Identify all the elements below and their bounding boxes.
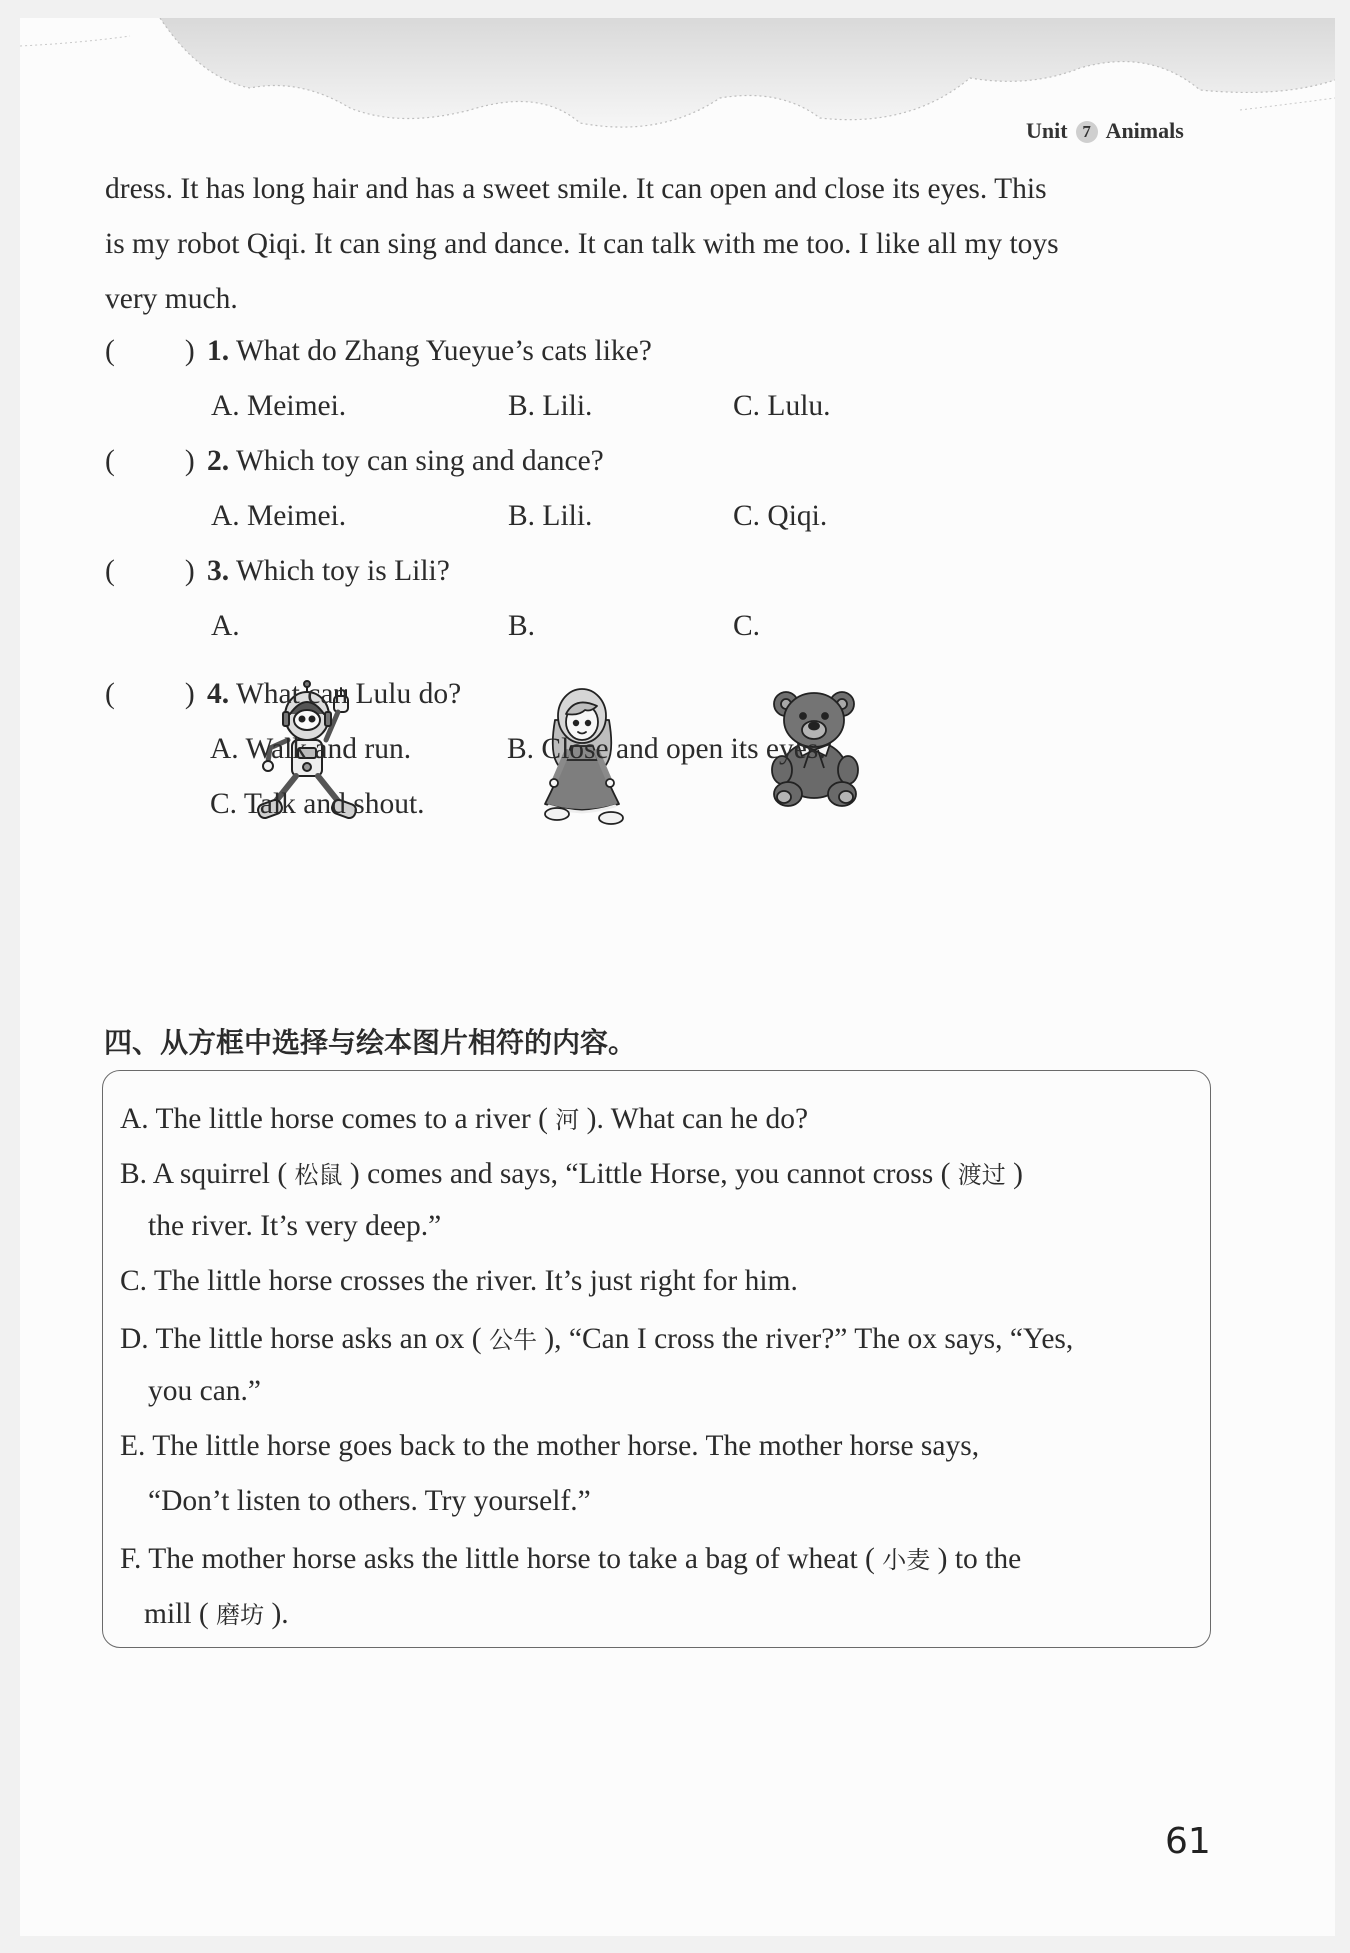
passage-line: is my robot Qiqi. It can sing and dance. It can talk with me too. I like all my toys	[105, 228, 1059, 260]
option-a: A. Meimei.	[211, 390, 347, 422]
story-option-e: E. The little horse goes back to the mother horse. The mother horse says,	[120, 1430, 980, 1462]
question-text: Which toy is Lili?	[235, 555, 450, 587]
story-text: ), “Can I cross the river?” The ox says, “Yes,	[536, 1323, 1074, 1355]
option-b: B. Lili.	[508, 500, 593, 532]
option-c: C.	[733, 610, 761, 642]
answer-bracket[interactable]: ( )	[105, 335, 195, 367]
passage-line: very much.	[105, 283, 238, 315]
question-number: 2.	[207, 445, 230, 477]
question-text: What can Lulu do?	[235, 678, 462, 710]
passage-line: dress. It has long hair and has a sweet smile. It can open and close its eyes. This	[105, 173, 1047, 205]
story-text: F. The mother horse asks the little horse to take a bag of wheat (	[120, 1543, 883, 1575]
option-c: C. Lulu.	[733, 390, 831, 422]
story-text: )	[1005, 1158, 1023, 1190]
chinese-gloss: 松鼠	[294, 1161, 343, 1189]
option-b: B. Close and open its eyes.	[507, 733, 826, 765]
story-text: ). What can he do?	[579, 1103, 809, 1135]
story-option-a	[120, 1100, 808, 1136]
option-b: B.	[508, 610, 536, 642]
chinese-gloss: 公牛	[488, 1326, 537, 1354]
question-1	[207, 335, 652, 368]
story-text: ).	[264, 1598, 289, 1630]
chinese-gloss: 小麦	[882, 1546, 931, 1574]
story-option-d	[120, 1320, 1073, 1356]
story-option-f	[120, 1540, 1021, 1576]
story-option-b	[120, 1155, 1023, 1191]
question-4	[207, 678, 461, 711]
story-text: A. The little horse comes to a river (	[120, 1103, 556, 1135]
page-number: 61	[1165, 1821, 1211, 1862]
unit-name: Animals	[1105, 118, 1184, 143]
unit-word: Unit	[1026, 118, 1068, 143]
story-option-b-continued: the river. It’s very deep.”	[148, 1210, 442, 1242]
question-number: 1.	[207, 335, 230, 367]
question-number: 4.	[207, 678, 230, 710]
workbook-page	[20, 18, 1335, 1936]
question-2	[207, 445, 604, 478]
story-option-f-continued	[144, 1595, 289, 1631]
story-text: mill (	[144, 1598, 217, 1630]
answer-bracket[interactable]: ( )	[105, 555, 195, 587]
question-3	[207, 555, 450, 588]
unit-number-badge: 7	[1076, 121, 1098, 143]
story-text: ) comes and says, “Little Horse, you cannot cross (	[342, 1158, 958, 1190]
question-text: Which toy can sing and dance?	[235, 445, 604, 477]
question-number: 3.	[207, 555, 230, 587]
answer-bracket[interactable]: ( )	[105, 445, 195, 477]
story-option-c: C. The little horse crosses the river. It’s just right for him.	[120, 1265, 798, 1297]
chinese-gloss: 渡过	[957, 1161, 1006, 1189]
option-c: C. Talk and shout.	[210, 788, 425, 820]
option-a: A.	[211, 610, 240, 642]
story-text: B. A squirrel (	[120, 1158, 295, 1190]
option-b: B. Lili.	[508, 390, 593, 422]
answer-bracket[interactable]: ( )	[105, 678, 195, 710]
section-title: 四、从方框中选择与绘本图片相符的内容。	[104, 1026, 637, 1059]
story-text: D. The little horse asks an ox (	[120, 1323, 489, 1355]
option-c: C. Qiqi.	[733, 500, 828, 532]
story-option-d-continued: you can.”	[148, 1375, 262, 1407]
story-option-e-continued: “Don’t listen to others. Try yourself.”	[148, 1485, 591, 1517]
chinese-gloss: 河	[555, 1106, 580, 1134]
option-a: A. Meimei.	[211, 500, 347, 532]
option-a: A. Walk and run.	[210, 733, 412, 765]
unit-title	[1026, 118, 1184, 144]
story-text: ) to the	[930, 1543, 1022, 1575]
chinese-gloss: 磨坊	[216, 1601, 265, 1629]
question-text: What do Zhang Yueyue’s cats like?	[235, 335, 652, 367]
